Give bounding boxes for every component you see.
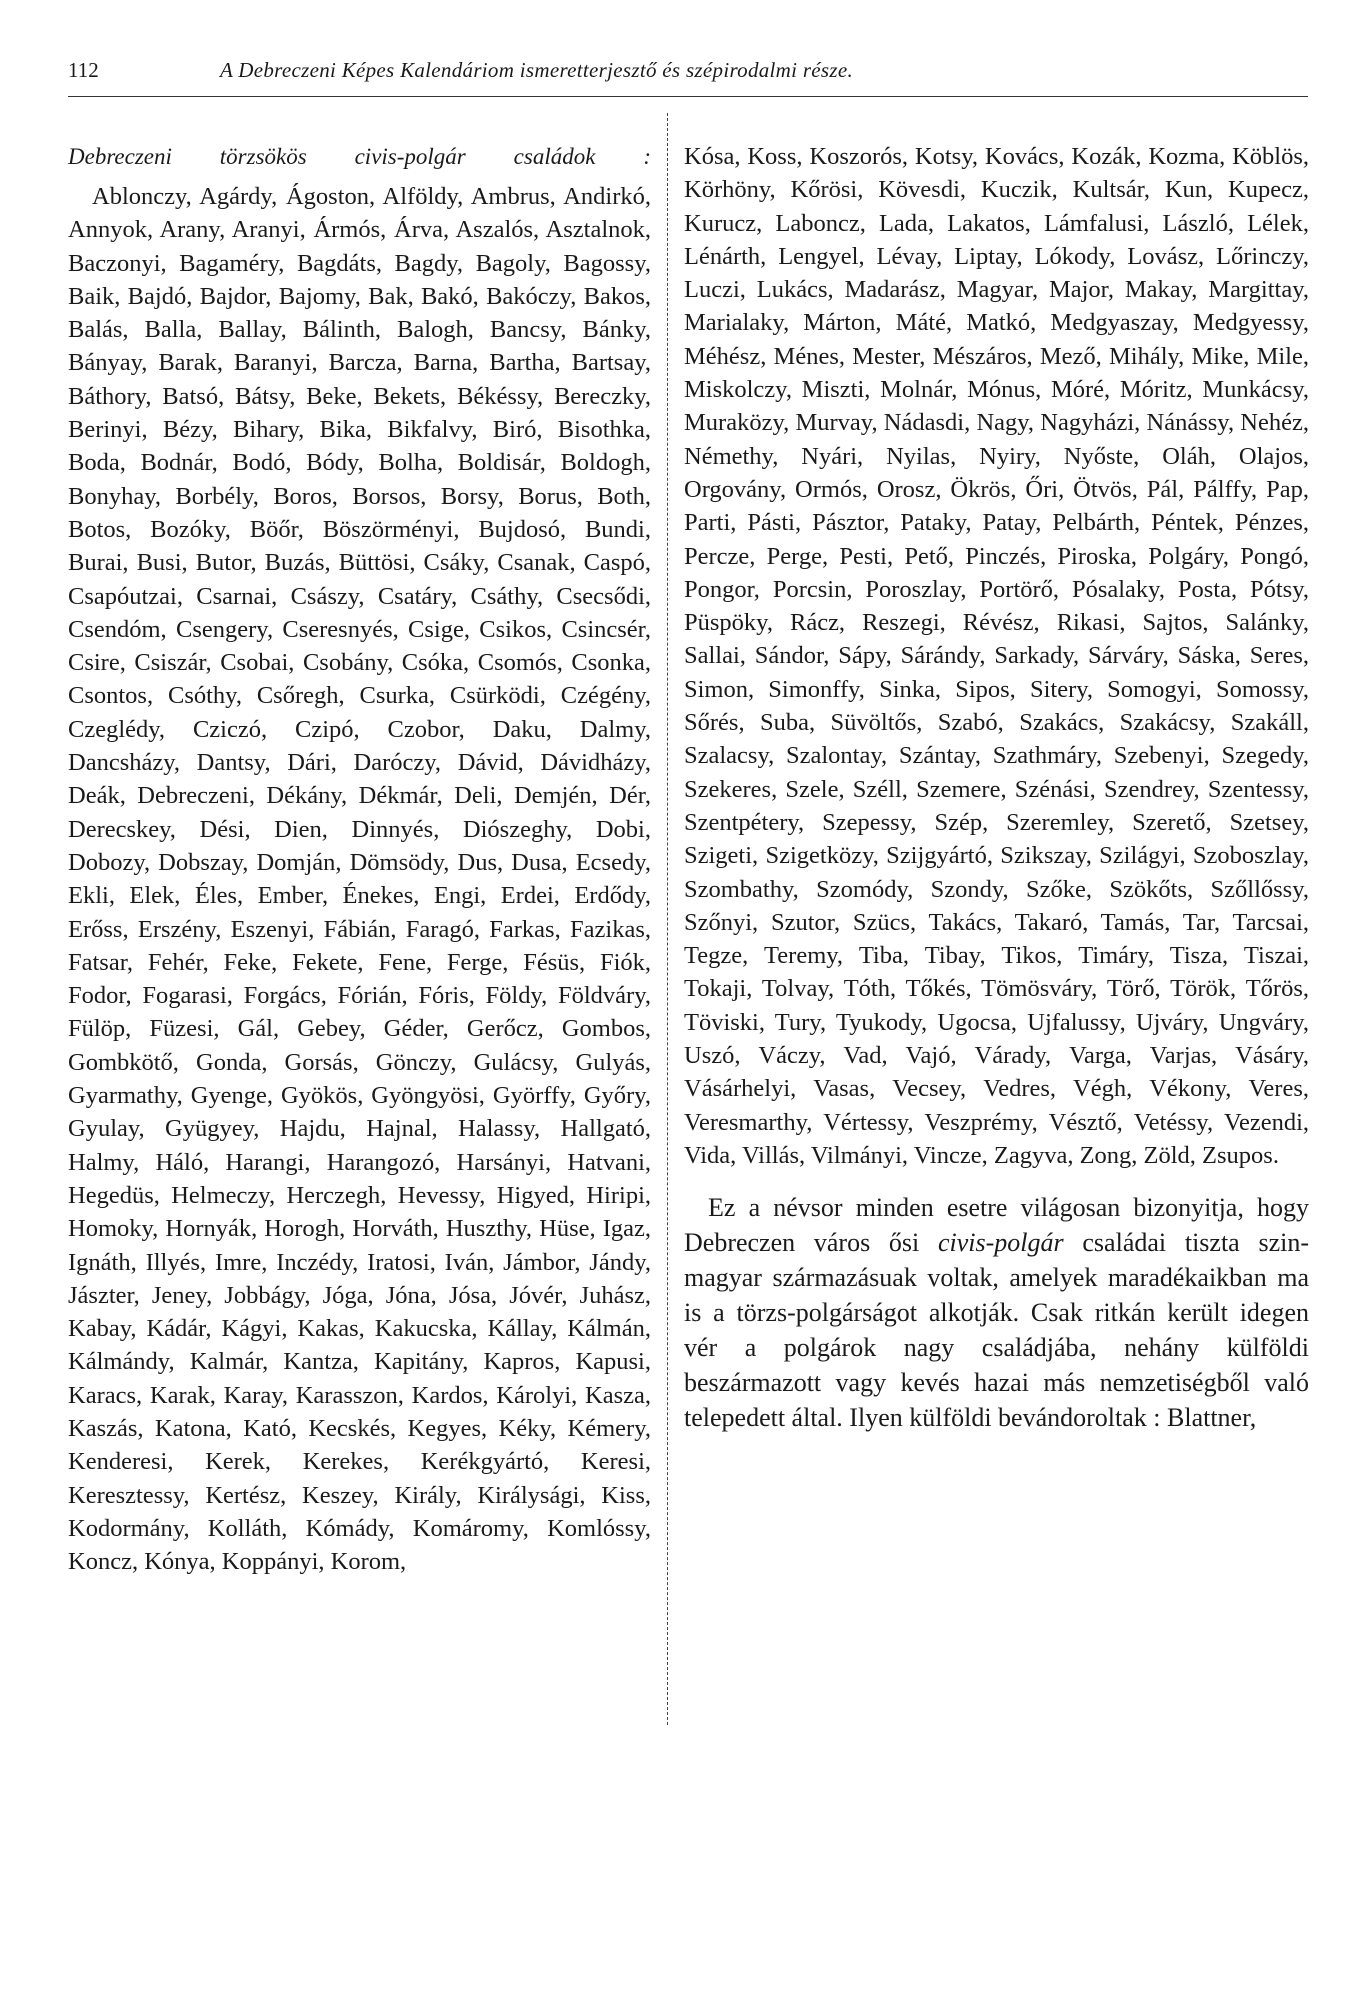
body-paragraph (684, 1190, 1309, 1435)
paragraph-italic-term: civis-polgár (938, 1228, 1064, 1258)
left-column (68, 140, 651, 1578)
right-column (684, 140, 1309, 1435)
family-names-list-right: Kósa, Koss, Koszorós, Kotsy, Kovács, Kozák, Kozma, Köblös, Körhöny, Kőrösi, Kövesdi, Kuczik, Kultsár, Kun, Kupecz, Kurucz, Laboncz, Lada, Lakatos, Lámfalusi, László, Lélek, Lénárth, Lengyel, Lévay, Liptay, Lókody, Lovász, Lőrinczy, Luczi, Lukács, Madarász, Magyar, Major, Makay, Margittay, Marialaky, Márton, Máté, Matkó, Medgyaszay, Medgyessy, Méhész, Ménes, Mester, Mészáros, Mező, Mihály, Mike, Mile, Miskolczy, Miszti, Molnár, Mónus, Móré, Móritz, Munkácsy, Muraközy, Murvay, Nádasdi, Nagy, Nagyházi, Nánássy, Nehéz, Némethy, Nyári, Nyilas, Nyiry, Nyőste, Oláh, Olajos, Orgovány, Ormós, Orosz, Ökrös, Őri, Ötvös, Pál, Pálffy, Pap, Parti, Pásti, Pásztor, Pataky, Patay, Pelbárth, Péntek, Pénzes, Percze, Perge, Pesti, Pető, Pinczés, Piroska, Polgáry, Pongó, Pongor, Porcsin, Poroszlay, Portörő, Pósalaky, Posta, Pótsy, Püspöky, Rácz, Reszegi, Révész, Rikasi, Sajtos, Salánky, Sallai, Sándor, Sápy, Sárándy, Sarkady, Sárváry, Sáska, Seres, Simon, Simonffy, Sinka, Sipos, Sitery, Somogyi, Somossy, Sőrés, Suba, Süvöltős, Szabó, Szakács, Szakácsy, Szakáll, Szalacsy, Szalontay, Szántay, Szathmáry, Szebenyi, Szegedy, Szekeres, Szele, Széll, Szemere, Szénási, Szendrey, Szentessy, Szentpétery, Szepessy, Szép, Szeremley, Szerető, Szetsey, Szigeti, Szigetközy, Szijgyártó, Szikszay, Szilágyi, Szoboszlay, Szombathy, Szomódy, Szondy, Szőke, Szökőts, Szőllőssy, Szőnyi, Szutor, Szücs, Takács, Takaró, Tamás, Tar, Tarcsai, Tegze, Teremy, Tiba, Tibay, Tikos, Timáry, Tisza, Tiszai, Tokaji, Tolvay, Tóth, Tőkés, Tömösváry, Törő, Török, Tőrös, Töviski, Tury, Tyukody, Ugocsa, Ujfalussy, Ujváry, Ungváry, Uszó, Váczy, Vad, Vajó, Várady, Varga, Varjas, Vásáry, Vásárhelyi, Vasas, Vecsey, Vedres, Végh, Vékony, Veres, Veresmarthy, Vértessy, Veszprémy, Vésztő, Vetéssy, Vezendi, Vida, Villás, Vilmányi, Vincze, Zagyva, Zong, Zöld, Zsupos. (684, 143, 1309, 1169)
header-rule (68, 96, 1308, 97)
page-header (68, 58, 1308, 92)
paragraph-text-end: családai tiszta szin-magyar származásuak voltak, amelyek maradékaikban ma is a törzs-polgárságot alkotják. Csak ritkán került idegen vér a polgárok nagy családjába, nehány külföldi beszármazott vagy kevés hazai más nemzetiségből való telepedett által. Ilyen külföldi bevándoroltak : Blattner, (684, 1228, 1309, 1433)
page-number: 112 (68, 58, 99, 82)
paragraph-text-start: Ez a névsor minden esetre világosan bizonyitja, hogy Debreczen város ősi (684, 1193, 1309, 1258)
family-names-list-left: Ablonczy, Agárdy, Ágoston, Alföldy, Ambrus, Andirkó, Annyok, Arany, Aranyi, Ármós, Árva, Aszalós, Asztalnok, Baczonyi, Bagaméry, Bagdáts, Bagdy, Bagoly, Bagossy, Baik, Bajdó, Bajdor, Bajomy, Bak, Bakó, Bakóczy, Bakos, Balás, Balla, Ballay, Bálinth, Balogh, Bancsy, Bánky, Bányay, Barak, Baranyi, Barcza, Barna, Bartha, Bartsay, Báthory, Batsó, Bátsy, Beke, Bekets, Békéssy, Bereczky, Berinyi, Bézy, Bihary, Bika, Bikfalvy, Biró, Bisothka, Boda, Bodnár, Bodó, Bódy, Bolha, Boldisár, Boldogh, Bonyhay, Borbély, Boros, Borsos, Borsy, Borus, Both, Botos, Bozóky, Böőr, Böszörményi, Bujdosó, Bundi, Burai, Busi, Butor, Buzás, Büttösi, Csáky, Csanak, Caspó, Csapóutzai, Csarnai, Császy, Csatáry, Csáthy, Csecsődi, Csendóm, Csengery, Cseresnyés, Csige, Csikos, Csincsér, Csire, Csiszár, Csobai, Csobány, Csóka, Csomós, Csonka, Csontos, Csóthy, Csőregh, Csurka, Csürködi, Czégény, Czeglédy, Cziczó, Czipó, Czobor, Daku, Dalmy, Dancsházy, Dantsy, Dári, Daróczy, Dávid, Dávidházy, Deák, Debreczeni, Dékány, Dékmár, Deli, Demjén, Dér, Derecskey, Dési, Dien, Dinnyés, Diószeghy, Dobi, Dobozy, Dobszay, Domján, Dömsödy, Dus, Dusa, Ecsedy, Ekli, Elek, Éles, Ember, Énekes, Engi, Erdei, Erdődy, Erőss, Erszény, Eszenyi, Fábián, Faragó, Farkas, Fazikas, Fatsar, Fehér, Feke, Fekete, Fene, Ferge, Fésüs, Fiók, Fodor, Fogarasi, Forgács, Fórián, Fóris, Földy, Földváry, Fülöp, Füzesi, Gál, Gebey, Géder, Gerőcz, Gombos, Gombkötő, Gonda, Gorsás, Gönczy, Gulácsy, Gulyás, Gyarmathy, Gyenge, Gyökös, Gyöngyösi, Györffy, Győry, Gyulay, Gyügyey, Hajdu, Hajnal, Halassy, Hallgató, Halmy, Háló, Harangi, Harangozó, Harsányi, Hatvani, Hegedüs, Helmeczy, Herczegh, Hevessy, Higyed, Hiripi, Homoky, Hornyák, Horogh, Horváth, Huszthy, Hüse, Igaz, Ignáth, Illyés, Imre, Inczédy, Iratosi, Iván, Jámbor, Jándy, Jászter, Jeney, Jobbágy, Jóga, Jóna, Jósa, Jóvér, Juhász, Kabay, Kádár, Kágyi, Kakas, Kakucska, Kállay, Kálmán, Kálmándy, Kalmár, Kantza, Kapitány, Kapros, Kapusi, Karacs, Karak, Karay, Karasszon, Kardos, Károlyi, Kasza, Kaszás, Katona, Kató, Kecskés, Kegyes, Kéky, Kémery, Kenderesi, Kerek, Kerekes, Kerékgyártó, Keresi, Keresztessy, Kertész, Keszey, Király, Királysági, Kiss, Kodormány, Kolláth, Kómády, Komáromy, Komlóssy, Koncz, Kónya, Koppányi, Korom, (68, 183, 651, 1576)
running-title: A Debreczeni Képes Kalendáriom ismeretterjesztő és szépirodalmi része. (220, 58, 854, 82)
section-heading: Debreczeni törzsökös civis-polgár családok : (68, 144, 651, 169)
column-divider (667, 113, 668, 1725)
